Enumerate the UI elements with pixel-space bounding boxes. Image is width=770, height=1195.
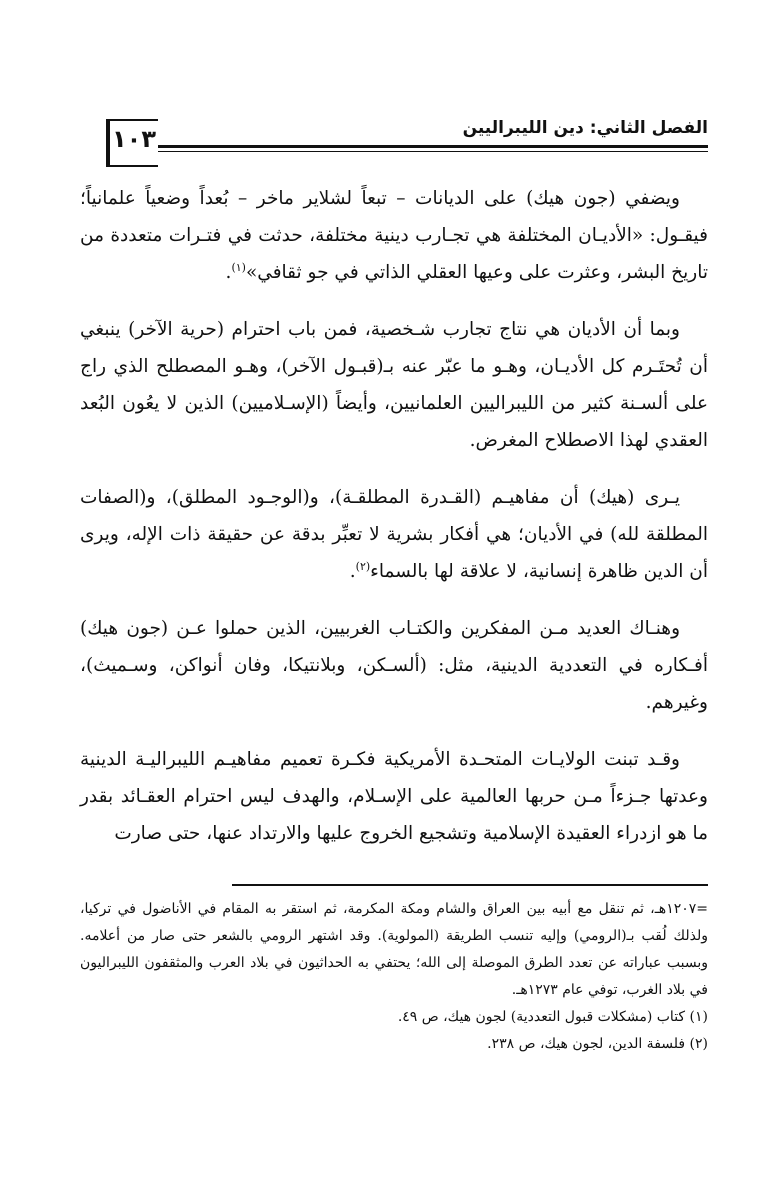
footnote-ref-1: (١) — [231, 260, 246, 274]
footnote-1: (١) كتاب (مشكلات قبول التعددية) لجون هيك، ص ٤٩. — [397, 1009, 708, 1025]
paragraph-2: وبما أن الأديان هي نتاج تجارب شـخصية، فمن باب احترام (حرية الآخر) ينبغي أن تُحتَـرم كل الأديـان، وهـو ما عبّر عنه بـ(قبـول الآخر)، وهـو المصطلح الذي راج على ألسـنة كثير من الليبراليين العلمانيين، وأيضاً (الإسـلاميين) الذين لا يعُون البُعد العقدي لهذا الاصطلاح المغرض. — [80, 319, 708, 451]
footnotes — [80, 896, 708, 1058]
paragraph-3 — [80, 479, 708, 590]
paragraph-5: وقـد تبنت الولايـات المتحـدة الأمريكية فكـرة تعميم مفاهيـم الليبراليـة الدينية وعدتها جـزءاً مـن حربها العالمية على الإسـلام، والهدف ليس احترام العقـائد بقدر ما هو ازدراء العقيدة الإسلامية وتشجيع الخروج عليها والارتداد عنها، حتى صارت — [80, 749, 708, 844]
paragraph-1 — [80, 180, 708, 291]
paragraph-3-text: يـرى (هيك) أن مفاهيـم (القـدرة المطلقـة)، و(الوجـود المطلق)، و(الصفات المطلقة لله) في الأديان؛ هي أفكار بشرية لا تعبِّر بدقة عن حقيقة ذات الإله، ويرى أن الدين ظاهرة إنسانية، لا علاقة لها بالسماء — [80, 487, 708, 582]
paragraph-1-end: . — [225, 262, 232, 283]
footnote-2: (٢) فلسفة الدين، لجون هيك، ص ٢٣٨. — [487, 1036, 708, 1052]
footnote-continuation: =١٢٠٧هـ، ثم تنقل مع أبيه بين العراق والشام ومكة المكرمة، ثم استقر به المقام في الأناضول في تركيا، ولذلك لُقب بـ(الرومي) وإليه تنسب الطريقة (المولوية). وقد اشتهر الرومي بالشعر حتى صار من أعلامه. وبسبب عباراته عن تعدد الطرق الموصلة إلى الله؛ يحتفي به الحداثيون في بلاد العرب والمثقفون الليبراليون في بلاد الغرب، توفي عام ١٢٧٣هـ. — [80, 901, 708, 998]
paragraph-4: وهنـاك العديد مـن المفكرين والكتـاب الغربيين، الذين حملوا عـن (جون هيك) أفـكاره في التعددية الدينية، مثل: (ألسـكن، وبلانتيكا، وفان أنواكن، وسـميث)، وغيرهم. — [80, 618, 708, 713]
body-text — [80, 180, 708, 872]
chapter-title: الفصل الثاني: دين الليبراليين — [462, 118, 708, 138]
footnote-separator — [232, 884, 708, 886]
footnote-ref-2: (٢) — [355, 559, 371, 573]
paragraph-3-end: . — [349, 561, 356, 582]
header-rule-thin — [158, 151, 708, 152]
page-number: ١٠٣ — [112, 125, 156, 153]
header-rule-thick — [158, 145, 708, 148]
paragraph-1-text: ويضفي (جون هيك) على الديانات – تبعاً لشلاير ماخر – بُعداً وضعياً علمانياً؛ فيقـول: «الأديـان المختلفة هي تجـارب دينية مختلفة، حدثت في فتـرات متعددة من تاريخ البشر، وعثرت على وعيها العقلي الذاتي في جو ثقافي» — [80, 188, 708, 283]
